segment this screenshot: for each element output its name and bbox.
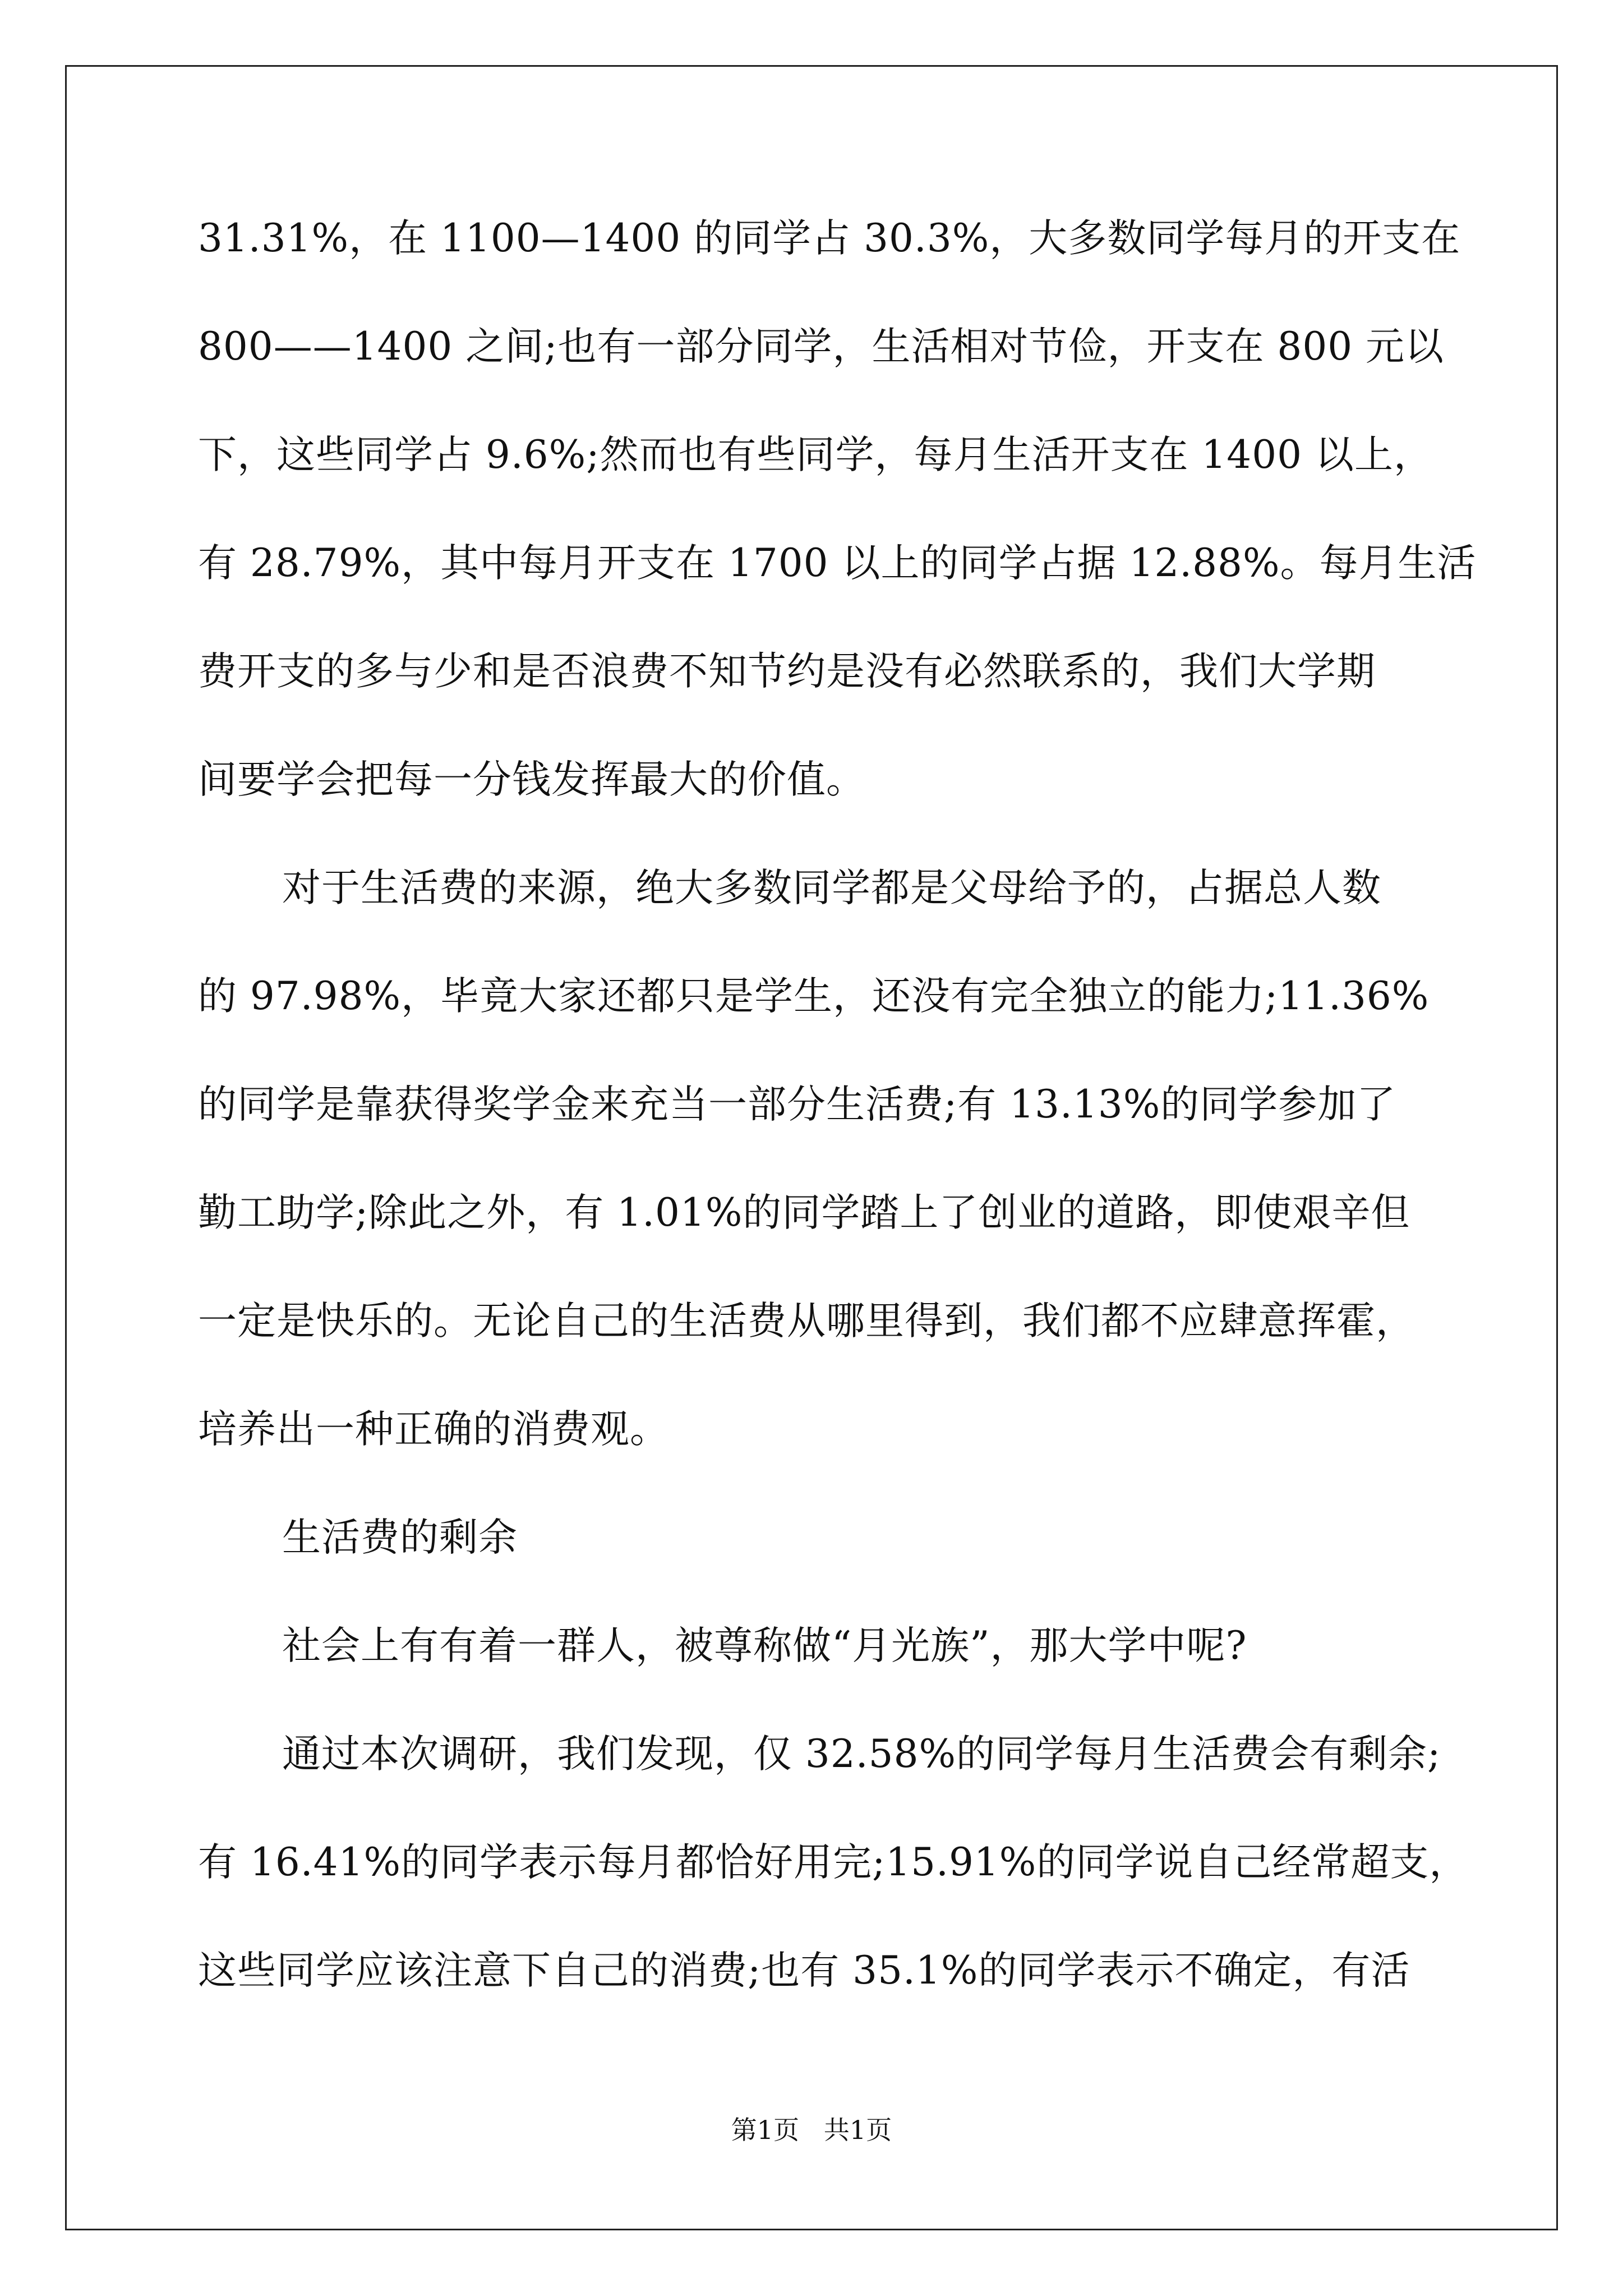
- text-line: 间要学会把每一分钱发挥最大的价值。: [198, 757, 865, 802]
- text-line: 800——1400 之间;也有一部分同学，生活相对节俭，开支在 800 元以: [198, 324, 1445, 369]
- text-line: 下，这些同学占 9.6%;然而也有些同学，每月生活开支在 1400 以上，: [198, 432, 1433, 477]
- section-heading: 生活费的剩余: [282, 1515, 518, 1560]
- text-line: 费开支的多与少和是否浪费不知节约是没有必然联系的，我们大学期: [198, 649, 1376, 694]
- paragraph-start-line: 社会上有有着一群人，被尊称做“月光族”，那大学中呢?: [282, 1623, 1247, 1668]
- text-line: 一定是快乐的。无论自己的生活费从哪里得到，我们都不应肆意挥霍，: [198, 1299, 1415, 1343]
- page-number-footer: 第1页 共1页: [731, 2115, 892, 2145]
- paragraph-start-line: 通过本次调研，我们发现，仅 32.58%的同学每月生活费会有剩余;: [282, 1732, 1441, 1777]
- text-line: 培养出一种正确的消费观。: [198, 1407, 669, 1452]
- text-line: 有 16.41%的同学表示每月都恰好用完;15.91%的同学说自己经常超支，: [198, 1840, 1469, 1885]
- text-line: 31.31%，在 1100—1400 的同学占 30.3%，大多数同学每月的开支在: [198, 216, 1461, 261]
- page-border: [65, 65, 1558, 2230]
- text-line: 这些同学应该注意下自己的消费;也有 35.1%的同学表示不确定，有活: [198, 1948, 1410, 1993]
- paragraph-start-line: 对于生活费的来源，绝大多数同学都是父母给予的，占据总人数: [282, 866, 1381, 910]
- text-line: 的 97.98%，毕竟大家还都只是学生，还没有完全独立的能力;11.36%: [198, 974, 1430, 1019]
- text-line: 勤工助学;除此之外，有 1.01%的同学踏上了创业的道路，即使艰辛但: [198, 1190, 1410, 1235]
- text-line: 有 28.79%，其中每月开支在 1700 以上的同学占据 12.88%。每月生活: [198, 541, 1477, 586]
- text-line: 的同学是靠获得奖学金来充当一部分生活费;有 13.13%的同学参加了: [198, 1082, 1396, 1127]
